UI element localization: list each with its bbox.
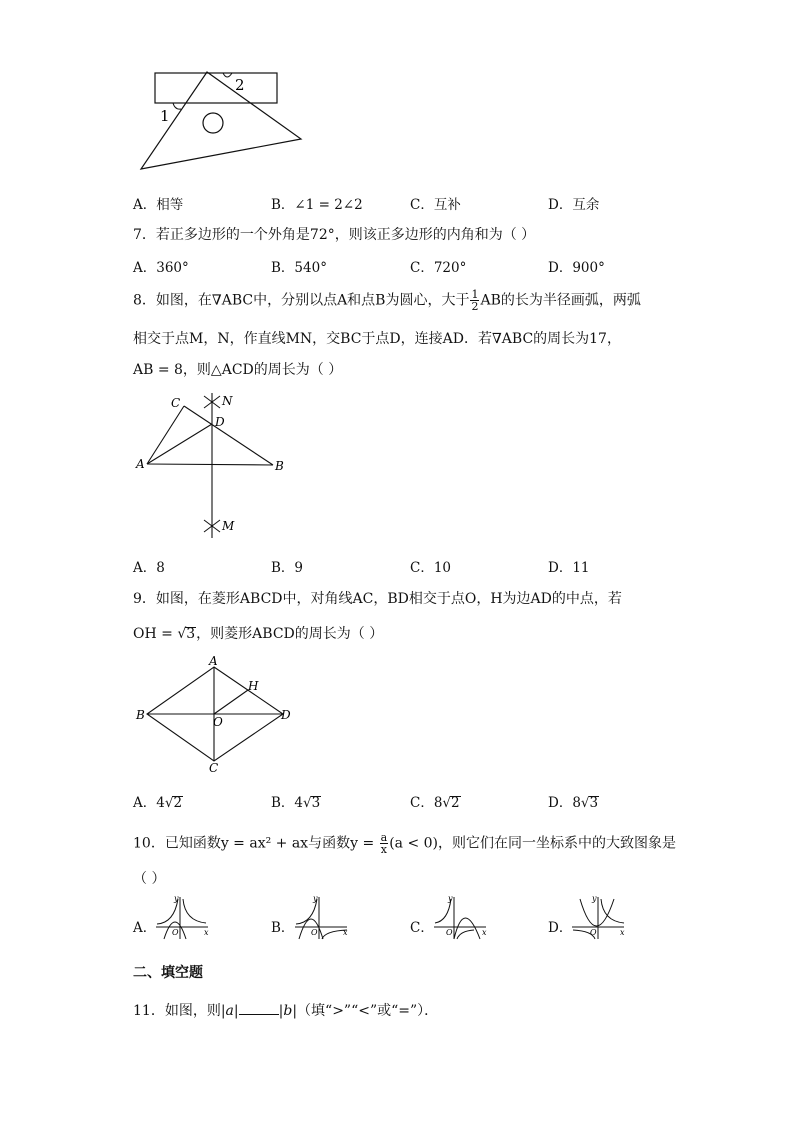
x-label: x [204, 928, 209, 937]
hyperbola-branch-right [457, 930, 474, 939]
label-n: N [222, 394, 233, 408]
y-label: y [592, 894, 597, 903]
q8-stem-part: ABC的周长为17， [501, 331, 621, 347]
x-label: x [343, 928, 348, 937]
label-h: H [248, 679, 259, 693]
q9-option-a[interactable] [133, 791, 183, 811]
y-label: y [313, 894, 318, 903]
hyperbola-branch-right [183, 899, 206, 923]
answer-blank[interactable] [239, 1002, 279, 1015]
q6-option-c[interactable]: C．互补 [410, 197, 461, 213]
x-label: x [482, 928, 487, 937]
segment-oh [214, 690, 248, 714]
fraction-denominator: 2 [471, 300, 479, 313]
q7-option-d[interactable]: D．900° [548, 260, 605, 276]
y-label: y [448, 894, 453, 903]
q10-option-d[interactable]: D． [548, 920, 573, 936]
label-a: A [209, 654, 218, 668]
angle-1-label: 1 [160, 107, 170, 125]
q8-option-c[interactable]: C．10 [410, 560, 452, 576]
parabola-curve [580, 899, 614, 926]
label-a: A [136, 457, 145, 471]
label-o: O [213, 715, 223, 729]
origin-label: O [446, 928, 453, 937]
q8-stem-line1 [133, 289, 641, 312]
q9-option-b[interactable] [271, 791, 321, 811]
origin-label: O [590, 928, 597, 937]
q10-option-b[interactable]: B． [271, 920, 295, 936]
q7-option-c[interactable]: C．720° [410, 260, 467, 276]
radicand: 2 [451, 795, 460, 811]
triangle-symbol: ∇ [492, 331, 502, 347]
parabola-curve [454, 918, 480, 939]
q8-stem-part: ABC中，分别以点A和点B为圆心，大于 [221, 292, 470, 309]
q10-option-a[interactable]: A． [133, 920, 157, 936]
segment-cb [184, 406, 273, 465]
angle-1-arc [173, 103, 181, 109]
q8-stem-line3: AB = 8，则△ACD的周长为（ ） [133, 362, 343, 378]
q8-stem-part: AB的长为半径画弧，两弧 [480, 292, 641, 309]
fraction-numerator: a [380, 831, 388, 844]
q7-stem: 7．若正多边形的一个外角是72°，则该正多边形的内角和为（ ） [133, 227, 536, 243]
q10-graph-d[interactable] [568, 893, 630, 943]
label-d: D [215, 415, 225, 429]
segment-ca [147, 406, 184, 464]
q10-graph-a[interactable] [152, 893, 214, 943]
option-text: C．8 [410, 795, 443, 811]
q11-stem-part: 11．如图，则 [133, 1003, 221, 1019]
radicand: 2 [173, 795, 183, 811]
radicand: 3 [589, 795, 599, 811]
q10-stem-line1 [133, 832, 676, 855]
radicand: 3 [311, 795, 321, 811]
option-text: A．4 [133, 795, 165, 811]
segment-ab [147, 464, 273, 465]
fraction-a-over-x [380, 832, 389, 855]
q10-stem-line2: （ ） [133, 871, 166, 887]
q8-stem-line2 [133, 328, 621, 348]
q10-option-c[interactable]: C． [410, 920, 434, 936]
label-c: C [209, 761, 219, 774]
label-b: B [275, 459, 284, 473]
fraction-one-half [470, 289, 479, 312]
q9-stem-line1: 9．如图，在菱形ABCD中，对角线AC，BD相交于点O，H为边AD的中点，若 [133, 591, 622, 607]
q9-option-c[interactable] [410, 791, 461, 811]
origin-label: O [172, 928, 179, 937]
q8-option-d[interactable]: D．11 [548, 560, 590, 576]
q6-figure [135, 65, 310, 175]
q9-stem-part: OH = [133, 626, 178, 642]
fraction-numerator: 1 [471, 288, 479, 301]
var-b: b [283, 1003, 293, 1019]
q11-stem: 11．如图，则|a| |b|（填“>”“<”或“=”）． [133, 1003, 439, 1019]
angle-2-label: 2 [235, 76, 245, 94]
sqrt-sign: √ [442, 795, 452, 811]
q8-option-a[interactable]: A．8 [133, 560, 165, 576]
y-label: y [174, 894, 179, 903]
ruler-rectangle [155, 73, 277, 103]
q9-option-d[interactable] [548, 791, 599, 811]
radicand: 3 [186, 626, 196, 642]
var-a: a [225, 1003, 234, 1019]
set-square-hole [203, 113, 223, 133]
q7-option-b[interactable]: B．540° [271, 260, 327, 276]
sqrt-sign: √ [177, 626, 187, 642]
q6-option-a[interactable]: A．相等 [133, 197, 184, 213]
fraction-denominator: x [380, 843, 388, 856]
sqrt-sign: √ [303, 795, 312, 811]
segment-ad [147, 424, 212, 464]
q8-stem-part: 8．如图，在 [133, 292, 212, 309]
q6-option-b[interactable]: B．∠1 = 2∠2 [271, 197, 363, 213]
sqrt-sign: √ [164, 795, 174, 811]
q7-option-a[interactable]: A．360° [133, 260, 189, 276]
q11-stem-part: （填“>”“<”或“=”）． [297, 1003, 439, 1019]
origin-label: O [311, 928, 318, 937]
triangle-symbol: ∇ [211, 292, 222, 309]
section-heading-fill-in: 二、填空题 [133, 965, 203, 981]
label-d: D [281, 708, 291, 722]
q10-stem-part: 10．已知函数y = ax² + ax与函数y = [133, 835, 379, 852]
x-label: x [620, 928, 625, 937]
q9-stem-part: ，则菱形ABCD的周长为（ ） [196, 626, 384, 642]
q10-stem-part: (a < 0)，则它们在同一坐标系中的大致图象是 [389, 835, 676, 852]
q9-stem-line2 [133, 623, 383, 643]
q8-option-b[interactable]: B．9 [271, 560, 304, 576]
label-m: M [222, 519, 235, 533]
option-text: D．8 [548, 795, 581, 811]
q8-stem-part: 相交于点M，N，作直线MN，交BC于点D，连接AD．若 [133, 331, 492, 347]
q10-graph-c[interactable] [430, 893, 492, 943]
label-c: C [171, 396, 181, 410]
option-text: B．4 [271, 795, 304, 811]
q8-figure [135, 388, 295, 543]
q6-option-d[interactable]: D．互余 [548, 197, 600, 213]
sqrt-sign: √ [580, 795, 590, 811]
label-b: B [136, 708, 145, 722]
q9-figure [135, 652, 295, 774]
q10-graph-b[interactable] [291, 893, 353, 943]
